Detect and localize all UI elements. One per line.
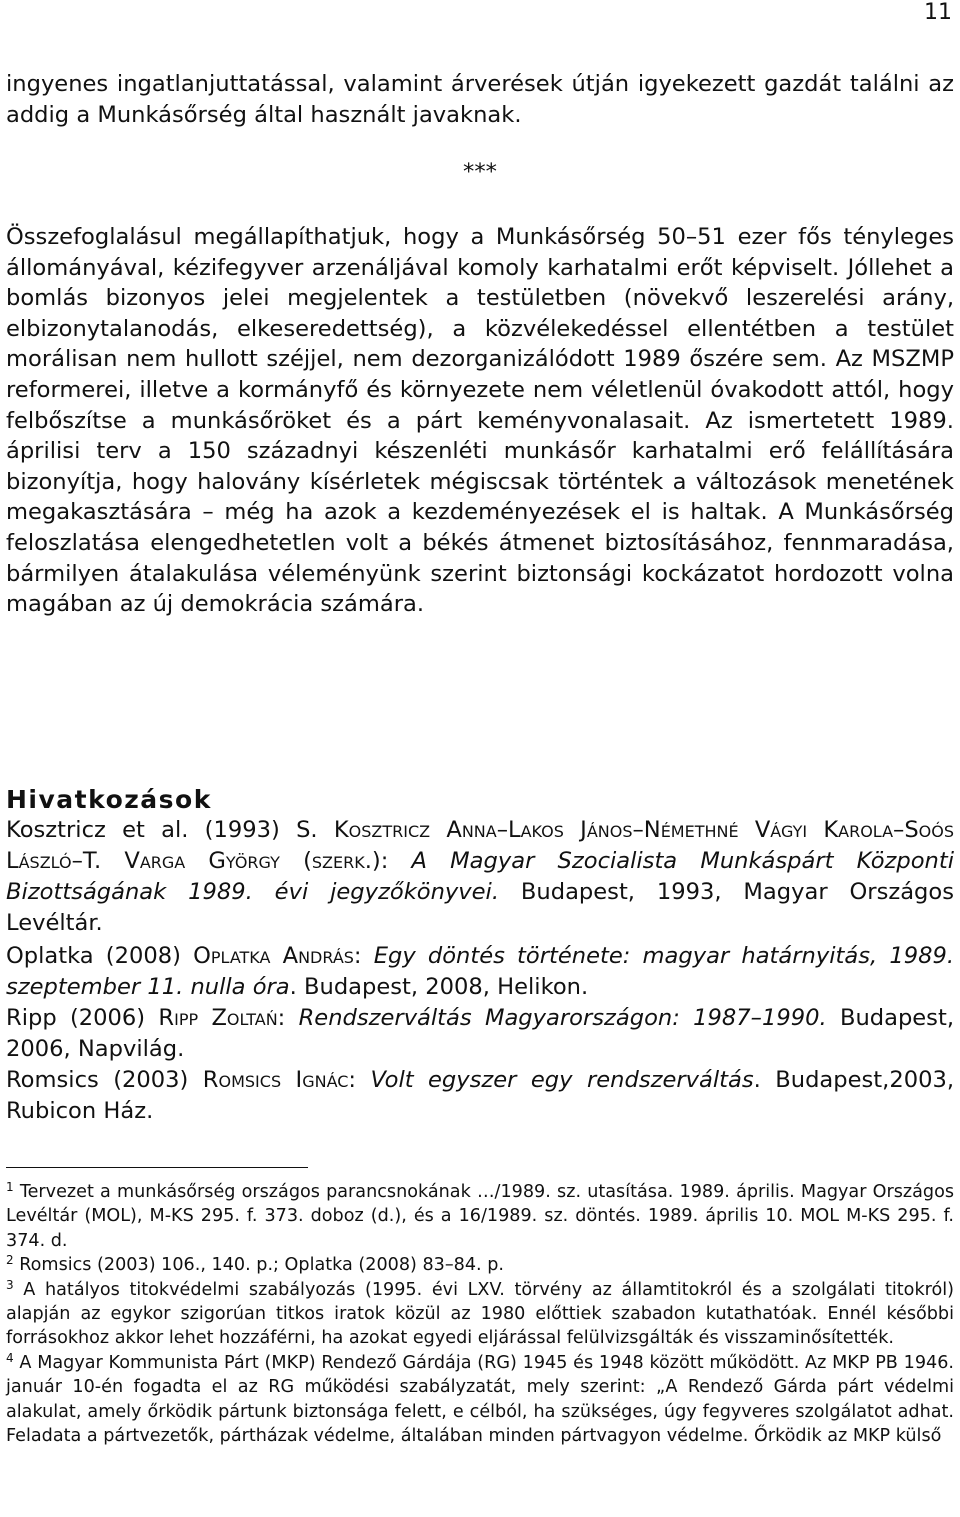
summary-paragraph <box>6 222 954 620</box>
reference-title: Volt egyszer egy rendszerváltás <box>370 1067 754 1093</box>
footnote <box>6 1351 954 1449</box>
section-separator: *** <box>463 159 497 185</box>
reference-item <box>6 1065 954 1127</box>
footnote-number: 1 <box>6 1180 14 1194</box>
footnote <box>6 1180 954 1253</box>
footnote-number: 2 <box>6 1253 14 1268</box>
reference-publisher: . Budapest,2003, Rubicon Ház. <box>6 1067 954 1124</box>
reference-publisher: Budapest, 2006, Napvilág. <box>6 1005 954 1062</box>
reference-publisher: Budapest, 1993, Magyar Országos Levéltár. <box>6 879 954 936</box>
footnote-number: 3 <box>6 1277 14 1292</box>
reference-publisher: . Budapest, 2008, Helikon. <box>289 974 589 1000</box>
reference-key: Oplatka (2008) <box>6 943 181 969</box>
reference-authors: S. Kosztricz Anna–Lakos János–Némethné Vágyi Karola–Soós László–T. Varga György (szerk.): <box>6 817 954 874</box>
reference-title: A Magyar Szocialista Munkáspárt Központi Bizottságának 1989. évi jegyzőkönyvei. <box>6 848 954 905</box>
references-list <box>6 815 954 1127</box>
footnote <box>6 1278 954 1351</box>
footnotes <box>6 1180 954 1448</box>
reference-key: Kosztricz et al. (1993) <box>6 817 280 843</box>
footnote-text: A Magyar Kommunista Párt (MKP) Rendező Gárdája (RG) 1945 és 1948 között működött. Az MKP PB 1946. január 10-én fogadta el az RG működési szabályzatát, mely szerint: „A Rendező Gárda párt védelmi alakulat, amely őrködik pártunk biztonsága felett, e célból, ha szükséges, úgy fegyveres szolgálatot adhat. Feladata a pártvezetők, pártházak védelme, általában minden pártvagyon védelme. Őrködik az MKP külső <box>6 1352 955 1447</box>
footnote-text: Tervezet a munkásőrség országos parancsnokának …/1989. sz. utasítása. 1989. április. Magyar Országos Levéltár (MOL), M-KS 295. f. 373. doboz (d.), és a 16/1989. sz. döntés. 1989. április 10. MOL M-KS 295. f. 374. d. <box>6 1182 954 1251</box>
reference-authors: Oplatka András: <box>193 943 362 969</box>
footnote-number: 4 <box>6 1350 14 1365</box>
footnote-text: Romsics (2003) 106., 140. p.; Oplatka (2008) 83–84. p. <box>19 1255 505 1276</box>
reference-item <box>6 1003 954 1065</box>
summary-paragraph-text: Összefoglalásul megállapíthatjuk, hogy a Munkásőrség 50–51 ezer fős tényleges állományával, kézifegyver arzenáljával komoly karhatalmi erőt képviselt. Jóllehet a bomlás bizonyos jelei megjelentek a testületben (növekvő leszerelési arány, elbizonytalanodás, elkeseredettség), a közvélekedéssel ellentétben a testület morálisan nem hullott széjjel, nem dezorganizálódott 1989 őszére sem. Az MSZMP reformerei, illetve a kormányfő és környezete nem véletlenül óvakodott attól, hogy felbőszítse a munkásőröket és a párt keményvonalasait. Az ismertetett 1989. áprilisi terv a 150 századnyi készenléti munkásőr karhatalmi erő felállítására bizonyítja, hogy halovány kísérletek mégiscsak történtek a változások menetének megakasztására – még ha azok a kezdeményezések el is haltak. A Munkásőrség feloszlatása elengedhetetlen volt a békés átmenet biztosításához, fennmaradása, bármilyen átalakulása véleményünk szerint biztonsági kockázatot hordozott volna magában az új demokrácia számára. <box>6 224 954 618</box>
references-heading: Hivatkozások <box>6 785 212 814</box>
footnote-divider <box>6 1167 308 1168</box>
reference-key: Ripp (2006) <box>6 1005 146 1031</box>
intro-paragraph <box>6 69 954 130</box>
reference-item <box>6 941 954 1003</box>
page-number: 11 <box>924 0 952 25</box>
footnote-text: A hatályos titokvédelmi szabályozás (1995. évi LXV. törvény az államtitokról és a szolgálati titokról) alapján az egykor szigorúan titkos iratok közül az 1980 előttiek szabadon kutathatóak. Ennél későbbi forrásokhoz akkor lehet hozzáférni, ha azokat egyedi eljárással felülvizsgálták és visszaminősítették. <box>6 1279 954 1349</box>
reference-key: Romsics (2003) <box>6 1067 189 1093</box>
intro-paragraph-text: ingyenes ingatlanjuttatással, valamint árverések útján igyekezett gazdát találni az addig a Munkásőrség által használt javaknak. <box>6 71 954 128</box>
reference-item <box>6 815 954 939</box>
footnote <box>6 1253 954 1277</box>
reference-authors: Ripp Zoltań: <box>158 1005 286 1031</box>
reference-title: Egy döntés története: magyar határnyitás, 1989. szeptember 11. nulla óra <box>6 943 955 1000</box>
reference-authors: Romsics Ignác: <box>202 1067 357 1093</box>
reference-title: Rendszerváltás Magyarországon: 1987–1990. <box>298 1005 827 1031</box>
